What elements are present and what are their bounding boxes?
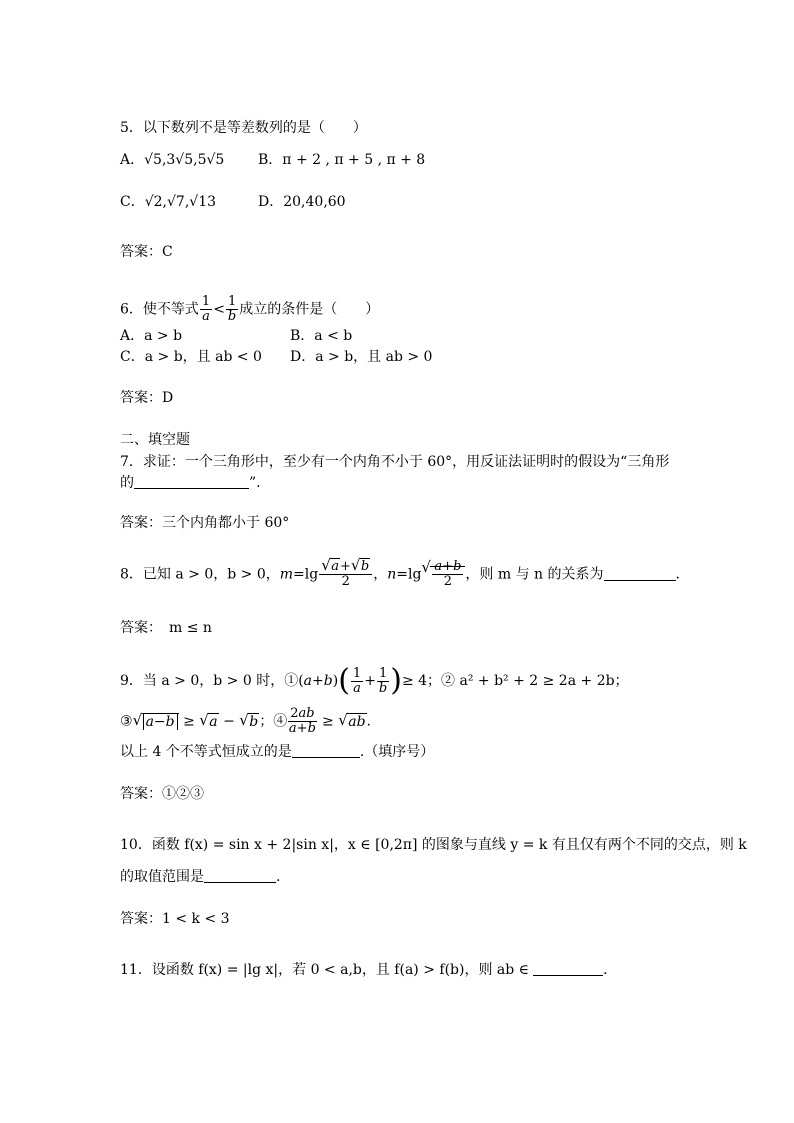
q11-text: 11．设函数 f(x) = |lg x|，若 0 < a,b，且 f(a) > f(b)，则 ab ∈ (120, 962, 530, 978)
q11-stem: 11．设函数 f(x) = |lg x|，若 0 < a,b，且 f(a) > f(b)，则 ab ∈ . (120, 962, 608, 978)
section-title: 二、填空题 (120, 432, 190, 448)
q7-line2-suffix: ”. (249, 475, 261, 491)
q5-option-c (120, 193, 216, 211)
q5-option-d-label: D． (258, 194, 284, 210)
q5-option-c-label: C． (120, 194, 145, 210)
q7-line2-prefix: 的 (120, 475, 134, 491)
q6-stem-suffix: 成立的条件是（ ） (239, 301, 380, 318)
q5-option-d-value: 20,40,60 (283, 194, 346, 210)
q5-answer: 答案：C (120, 244, 173, 260)
q7-line1: 7．求证：一个三角形中，至少有一个内角不小于 60°，用反证法证明时的假设为“三角形 (120, 454, 670, 470)
q10-line1: 10．函数 f(x) = sin x + 2|sin x|，x ∈ [0,2π] 的图象与直线 y = k 有且仅有两个不同的交点，则 k (120, 837, 747, 853)
q5-option-c-value: √2,√7,√13 (144, 194, 217, 210)
q10-line2-text: 的取值范围是 (120, 869, 204, 885)
q8-mid: 则 m 与 n 的关系为 (479, 566, 604, 583)
q9-line1: 9．当 a > 0，b > 0 时，①(a+b)( $\frac{1}{a}$ + $\frac{1}{b}$ )≥ 4；② a² + b² + 2 ≥ 2a + 2b； (120, 663, 629, 698)
q9-answer: 答案：①②③ (120, 786, 204, 802)
q6-stem-prefix: 6．使不等式 (120, 301, 199, 318)
q5-option-b-value: π + 2 , π + 5 , π + 8 (282, 152, 426, 168)
q9-line3-text: 以上 4 个不等式恒成立的是 (120, 744, 292, 760)
q8-prefix: 8．已知 a > 0，b > 0， (120, 566, 280, 583)
q6-answer: 答案：D (120, 390, 174, 406)
q9-line3 (120, 743, 434, 761)
q5-option-b (258, 151, 425, 169)
q7-answer-blank[interactable] (134, 474, 249, 489)
q8-n-sqrt: √ $\frac{a+b}{2}$ (421, 560, 465, 589)
q6-option-c: C．a > b，且 ab < 0 (120, 349, 262, 365)
q5-option-a (120, 151, 224, 169)
q5-stem: 5．以下数列不是等差数列的是（ ） (120, 120, 367, 136)
q10-line2: 的取值范围是 . (120, 869, 281, 885)
q9-answer-blank[interactable] (292, 743, 360, 758)
q10-answer: 答案：1 < k < 3 (120, 911, 230, 927)
q6-option-d: D．a > b，且 ab > 0 (290, 349, 433, 365)
q7-line2 (120, 474, 261, 492)
q8-answer: 答案： m ≤ n (120, 620, 212, 636)
q5-option-b-label: B． (258, 152, 283, 168)
q5-option-d (258, 193, 346, 211)
q9-line2: ③√ a−b ≥ √ a − √ b；④ $\frac{2ab}{a+b}$ ≥ √ ab. (120, 707, 371, 736)
q5-option-a-label: A． (120, 152, 145, 168)
q5-option-a-value: √5,3√5,5√5 (144, 152, 225, 168)
q7-answer: 答案：三个内角都小于 60° (120, 515, 290, 531)
q8-answer-blank[interactable] (604, 566, 676, 581)
q10-answer-blank[interactable] (204, 868, 276, 883)
q6-fraction-one-over-b: $\frac{1}{b}$ (227, 294, 237, 324)
q8-m-fraction: √ $\frac{a+√ b}{2}$ (319, 560, 372, 589)
q9-line1-prefix: 9．当 a > 0，b > 0 时，① (120, 673, 299, 689)
q9-line1-mid: ≥ 4；② a² + b² + 2 ≥ 2a + 2b； (401, 673, 629, 689)
q6-option-b: B．a < b (290, 328, 353, 344)
q6-stem (120, 295, 379, 324)
q8-stem: 8．已知 a > 0，b > 0，m=lg √ $\frac{a+√ b}{2}$ ，n=lg √ $\frac{a+b}{2}$ ，则 m 与 n 的关系为 . (120, 560, 680, 589)
q11-answer-blank[interactable] (533, 961, 603, 976)
q6-option-a: A．a > b (120, 328, 183, 344)
q9-line3-suffix: .（填序号） (359, 744, 435, 760)
q6-less-than: < (213, 301, 225, 318)
q6-fraction-one-over-a: $\frac{1}{a}$ (201, 294, 211, 324)
